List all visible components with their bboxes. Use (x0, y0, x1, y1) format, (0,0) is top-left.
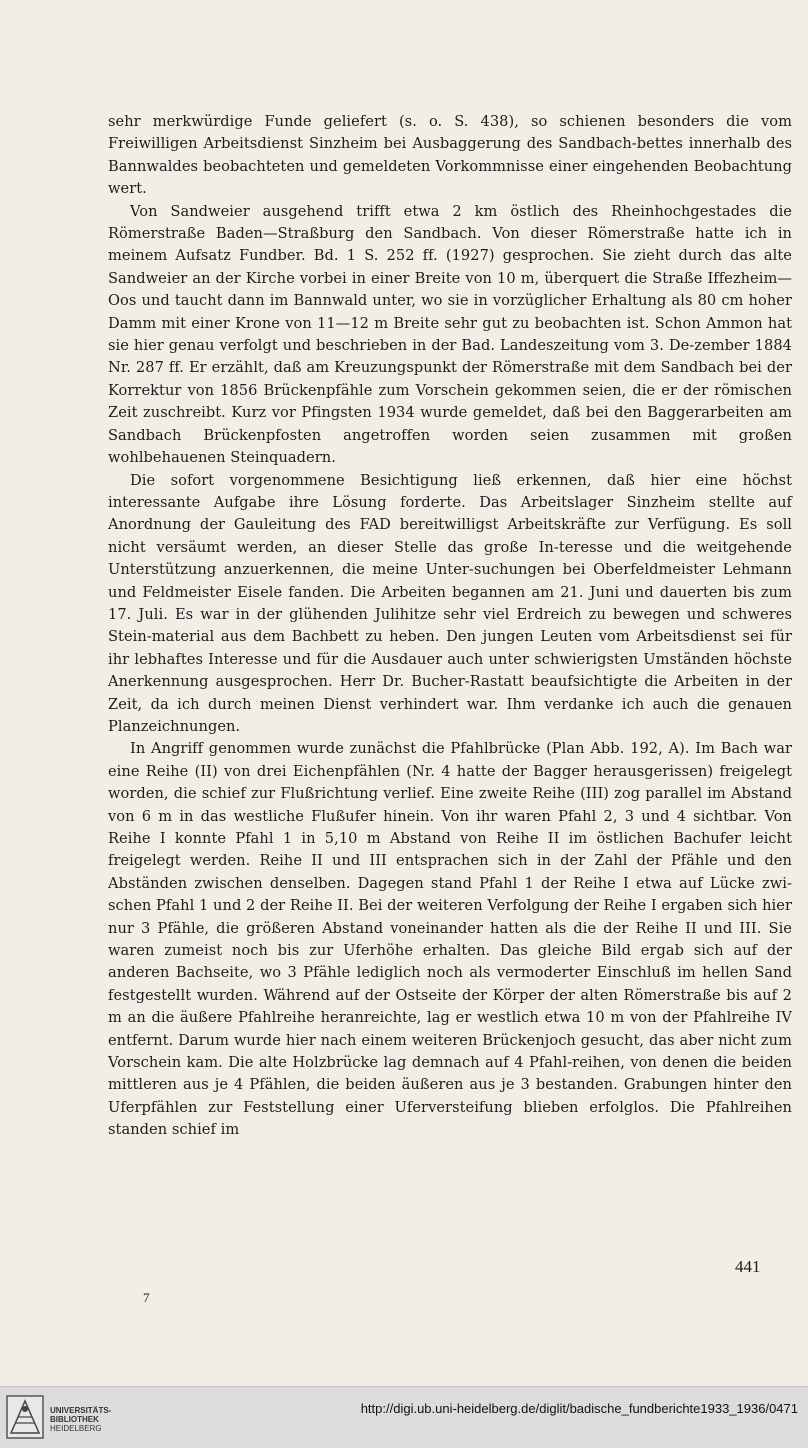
library-line-2: BIBLIOTHEK (50, 1415, 99, 1424)
paragraph-1: sehr merkwürdige Funde geliefert (s. o. S. 438), so schienen besonders die vom Freiwilligen Arbeitsdienst Sinzheim bei Ausbaggerung des Sandbach-bettes innerhalb des Bannwaldes beobachteten und gemeldeten Vorkommnisse einer eingehenden Beobachtung wert. (108, 113, 792, 198)
library-line-1: UNIVERSITÄTS- (50, 1406, 112, 1415)
page-number: 441 (735, 1257, 761, 1276)
permalink-url[interactable]: http://digi.ub.uni-heidelberg.de/diglit/badische_fundberichte1933_1936/0471 (360, 1401, 798, 1416)
viewer-footer (0, 1386, 808, 1448)
paragraph-2: Von Sandweier ausgehend trifft etwa 2 km östlich des Rheinhochgestades die Römerstraße Baden—Straßburg den Sandbach. Von dieser Römerstraße hatte ich in meinem Aufsatz Fundber. Bd. 1 S. 252 ff. (1927) gesprochen. Sie zieht durch das alte Sandweier an der Kirche vorbei in einer Breite von 10 m, überquert die Straße Iffezheim—Oos und taucht dann im Bannwald unter, wo sie in vorzüglicher Erhaltung als 80 cm hoher Damm mit einer Krone von 11—12 m Breite sehr gut zu beobachten ist. Schon Ammon hat sie hier genau verfolgt und beschrieben in der Bad. Landeszeitung vom 3. De-zember 1884 Nr. 287 ff. Er erzählt, daß am Kreuzungspunkt der Römerstraße mit dem Sandbach bei der Korrektur von 1856 Brückenpfähle zum Vorschein gekommen seien, die er der römischen Zeit zuschreibt. Kurz vor Pfingsten 1934 wurde gemeldet, daß bei den Baggerarbeiten am Sandbach Brückenpfosten angetroffen worden seien zusammen mit großen wohlbehauenen Steinquadern. (108, 202, 792, 467)
signature-mark: 7 (143, 1290, 150, 1305)
library-name (50, 1406, 111, 1433)
university-seal-icon (6, 1395, 44, 1439)
paragraph-4: In Angriff genommen wurde zunächst die Pfahlbrücke (Plan Abb. 192, A). Im Bach war eine Reihe (II) von drei Eichenpfählen (Nr. 4 hatte der Bagger herausgerissen) freigelegt worden, die schief zur Flußrichtung verlief. Eine zweite Reihe (III) zog parallel im Abstand von 6 m in das westliche Flußufer hinein. Von ihr waren Pfahl 2, 3 und 4 sichtbar. Von Reihe I konnte Pfahl 1 in 5,10 m Abstand von Reihe II im östlichen Bachufer leicht freigelegt werden. Reihe II und III entsprachen sich in der Zahl der Pfähle und den Abständen zwischen denselben. Dagegen stand Pfahl 1 der Reihe I etwa auf Lücke zwi-schen Pfahl 1 und 2 der Reihe II. Bei der weiteren Verfolgung der Reihe I ergaben sich hier nur 3 Pfähle, die größeren Abstand voneinander hatten als die der Reihe II und III. Sie waren zumeist noch bis zur Uferhöhe erhalten. Das gleiche Bild ergab sich auf der anderen Bachseite, wo 3 Pfähle lediglich noch als vermoderter Einschluß im hellen Sand festgestellt wurden. Während auf der Ostseite der Körper der alten Römerstraße bis auf 2 m an die äußere Pfahlreihe heranreichte, lag er westlich etwa 10 m von der Pfahlreihe IV entfernt. Darum wurde hier nach einem weiteren Brückenjoch gesucht, das aber nicht zum Vorschein kam. Die alte Holzbrücke lag demnach auf 4 Pfahl-reihen, von denen die beiden mittleren aus je 4 Pfählen, die beiden äußeren aus je 3 bestanden. Grabungen hinter den Uferpfählen zur Feststellung einer Uferversteifung blieben erfolglos. Die Pfahlreihen standen schief im (108, 740, 792, 1139)
library-line-3: HEIDELBERG (50, 1424, 102, 1433)
body-text (108, 111, 792, 1142)
paragraph-3: Die sofort vorgenommene Besichtigung ließ erkennen, daß hier eine höchst interessante Aufgabe ihre Lösung forderte. Das Arbeitslager Sinzheim stellte auf Anordnung der Gauleitung des FAD bereitwilligst Arbeitskräfte zur Verfügung. Es soll nicht versäumt werden, an dieser Stelle das große In-teresse und die weitgehende Unterstützung anzuerkennen, die meine Unter-suchungen bei Oberfeldmeister Lehmann und Feldmeister Eisele fanden. Die Arbeiten begannen am 21. Juni und dauerten bis zum 17. Juli. Es war in der glühenden Julihitze sehr viel Erdreich zu bewegen und schweres Stein-material aus dem Bachbett zu heben. Den jungen Leuten vom Arbeitsdienst sei für ihr lebhaftes Interesse und für die Ausdauer auch unter schwierigsten Umständen höchste Anerkennung ausgesprochen. Herr Dr. Bucher-Rastatt beaufsichtigte die Arbeiten in der Zeit, da ich durch meinen Dienst verhindert war. Ihm verdanke ich auch die genauen Planzeichnungen. (108, 471, 792, 735)
